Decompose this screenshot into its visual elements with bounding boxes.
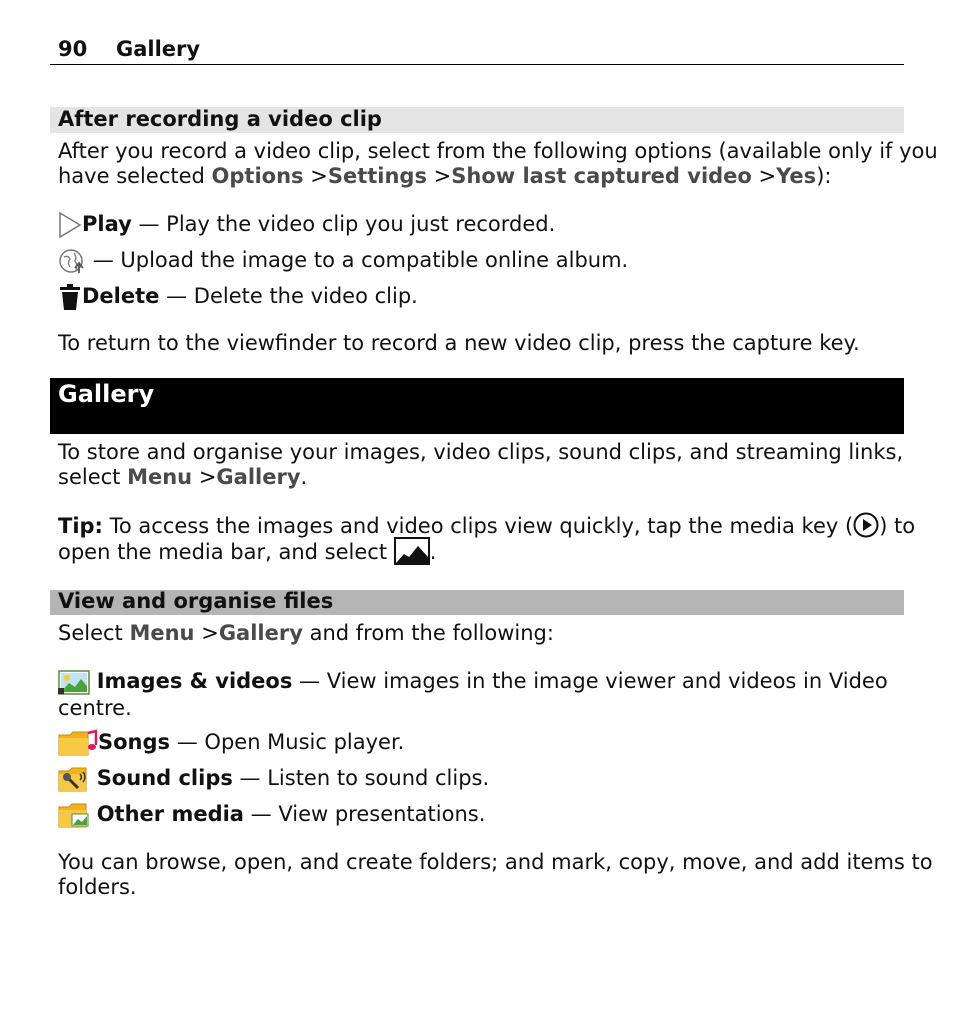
- delete-option: [58, 283, 418, 311]
- images-videos-description-cont: centre.: [58, 696, 132, 720]
- sound-clips-folder-icon: [58, 765, 90, 793]
- image-gallery-icon: [394, 537, 430, 565]
- menu-path-yes: Yes: [776, 164, 817, 188]
- chapter-heading-gallery: Gallery: [58, 380, 155, 408]
- other-media-description: — View presentations.: [250, 802, 486, 826]
- images-videos-description: — View images in the image viewer and videos in Video: [299, 669, 888, 693]
- tip-label: Tip:: [58, 514, 103, 538]
- play-option: [58, 211, 555, 239]
- menu-path-options: Options: [211, 164, 304, 188]
- trash-icon: [58, 283, 82, 311]
- path-separator: >: [433, 164, 452, 188]
- play-label: Play: [82, 212, 132, 236]
- delete-description: — Delete the video clip.: [166, 284, 418, 308]
- tip-line-2: [58, 537, 436, 565]
- images-videos-option: [58, 668, 888, 696]
- menu-path-gallery: Gallery: [218, 621, 303, 645]
- menu-path-menu: Menu: [127, 465, 193, 489]
- other-media-folder-icon: [58, 801, 90, 829]
- other-media-label: Other media: [96, 802, 244, 826]
- tip-text-2: open the media bar, and select: [58, 540, 394, 564]
- sound-clips-option: [58, 765, 489, 793]
- play-icon: [58, 211, 82, 239]
- menu-path-gallery: Gallery: [216, 465, 301, 489]
- select-end: and from the following:: [302, 621, 554, 645]
- upload-option: [58, 247, 628, 275]
- store-line-2: [58, 465, 307, 490]
- delete-label: Delete: [82, 284, 160, 308]
- tip-text-end: ) to: [879, 514, 916, 538]
- intro-line-1: After you record a video clip, select from the following options (available only if you: [58, 139, 938, 163]
- select-text: Select: [58, 621, 130, 645]
- sound-clips-description: — Listen to sound clips.: [239, 766, 490, 790]
- songs-folder-icon: [58, 729, 98, 757]
- store-line-1: To store and organise your images, video clips, sound clips, and streaming links,: [58, 440, 904, 464]
- upload-description: — Upload the image to a compatible online album.: [92, 248, 629, 272]
- songs-label: Songs: [98, 730, 171, 754]
- tip-end: .: [429, 540, 437, 564]
- path-separator: >: [310, 164, 328, 188]
- select-instruction: [58, 621, 554, 646]
- header-divider: [50, 64, 904, 65]
- tip-line-1: [58, 512, 915, 539]
- intro-text: have selected: [58, 164, 212, 188]
- page-header-title: Gallery: [116, 37, 201, 61]
- images-videos-label: Images & videos: [96, 669, 293, 693]
- path-separator: >: [198, 465, 217, 489]
- store-text: select: [58, 465, 128, 489]
- menu-path-settings: Settings: [327, 164, 427, 188]
- media-key-icon: [853, 512, 879, 538]
- section-heading-view-organise: View and organise files: [58, 589, 334, 613]
- menu-path-show-last: Show last captured video: [451, 164, 752, 188]
- images-videos-icon: [58, 668, 90, 696]
- play-description: — Play the video clip you just recorded.: [138, 212, 556, 236]
- path-separator: >: [758, 164, 777, 188]
- return-to-viewfinder-text: To return to the viewfinder to record a new video clip, press the capture key.: [58, 331, 860, 355]
- songs-option: [58, 729, 404, 757]
- intro-line-2: [58, 164, 831, 189]
- tip-text: To access the images and video clips view quickly, tap the media key (: [102, 514, 854, 538]
- other-media-option: [58, 801, 485, 829]
- chapter-heading-band: [50, 378, 904, 434]
- section-heading-after-recording: After recording a video clip: [58, 107, 382, 131]
- store-end: .: [300, 465, 308, 489]
- browse-line-1: You can browse, open, and create folders; and mark, copy, move, and add items to: [58, 850, 933, 874]
- browse-line-2: folders.: [58, 875, 137, 899]
- path-separator: >: [201, 621, 219, 645]
- upload-globe-icon: [58, 247, 86, 275]
- menu-path-menu: Menu: [129, 621, 195, 645]
- intro-end: ):: [816, 164, 832, 188]
- songs-description: — Open Music player.: [176, 730, 405, 754]
- sound-clips-label: Sound clips: [96, 766, 233, 790]
- page-number: 90: [58, 37, 88, 61]
